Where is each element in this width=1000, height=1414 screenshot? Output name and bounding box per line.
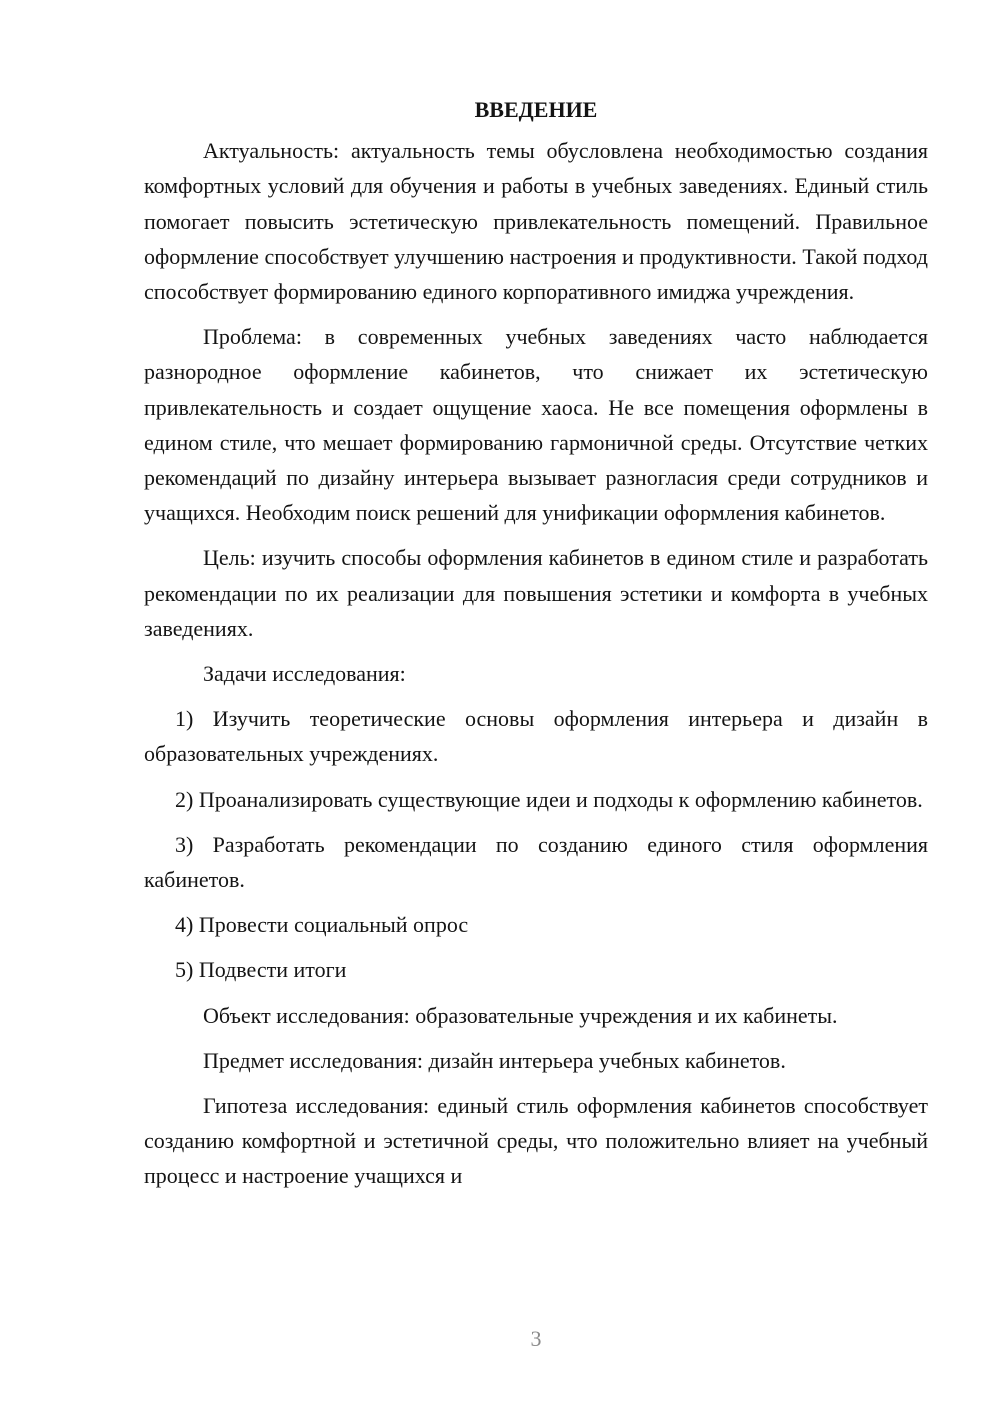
subject-paragraph: Предмет исследования: дизайн интерьера учебных кабинетов.: [203, 1047, 786, 1073]
problem-paragraph: Проблема: в современных учебных заведениях часто наблюдается разнородное оформление кабинетов, что снижает их эстетическую привлекательность и создает ощущение хаоса. Не все помещения оформлены в едином стиле, что мешает формированию гармоничной среды. Отсутствие четких рекомендаций по дизайну интерьера вызывает разногласия среди сотрудников и учащихся. Необходим поиск решений для унификации оформления кабинетов.: [144, 324, 928, 526]
section-heading: ВВЕДЕНИЕ: [474, 97, 598, 122]
document-body: [144, 92, 928, 1204]
goal-paragraph: Цель: изучить способы оформления кабинетов в едином стиле и разработать рекомендации по их реализации для повышения эстетики и комфорта в учебных заведениях.: [144, 545, 928, 641]
object-paragraph: Объект исследования: образовательные учреждения и их кабинеты.: [203, 1002, 838, 1028]
hypothesis-paragraph: Гипотеза исследования: единый стиль оформления кабинетов способствует созданию комфортной и эстетичной среды, что положительно влияет на учебный процесс и настроение учащихся и: [144, 1093, 928, 1189]
task-item-2: 2) Проанализировать существующие идеи и подходы к оформлению кабинетов.: [175, 786, 923, 812]
relevance-paragraph: Актуальность: актуальность темы обусловлена необходимостью создания комфортных условий для обучения и работы в учебных заведениях. Единый стиль помогает повысить эстетическую привлекательность помещений. Правильное оформление способствует улучшению настроения и продуктивности. Такой подход способствует формированию единого корпоративного имиджа учреждения.: [144, 138, 928, 305]
task-item-1: 1) Изучить теоретические основы оформления интерьера и дизайн в образовательных учреждениях.: [144, 706, 928, 767]
task-item-5: 5) Подвести итоги: [175, 957, 347, 983]
task-item-4: 4) Провести социальный опрос: [175, 912, 469, 938]
task-item-3: 3) Разработать рекомендации по созданию единого стиля оформления кабинетов.: [144, 831, 928, 893]
tasks-title: Задачи исследования:: [203, 661, 406, 687]
page-number: 3: [530, 1326, 542, 1351]
